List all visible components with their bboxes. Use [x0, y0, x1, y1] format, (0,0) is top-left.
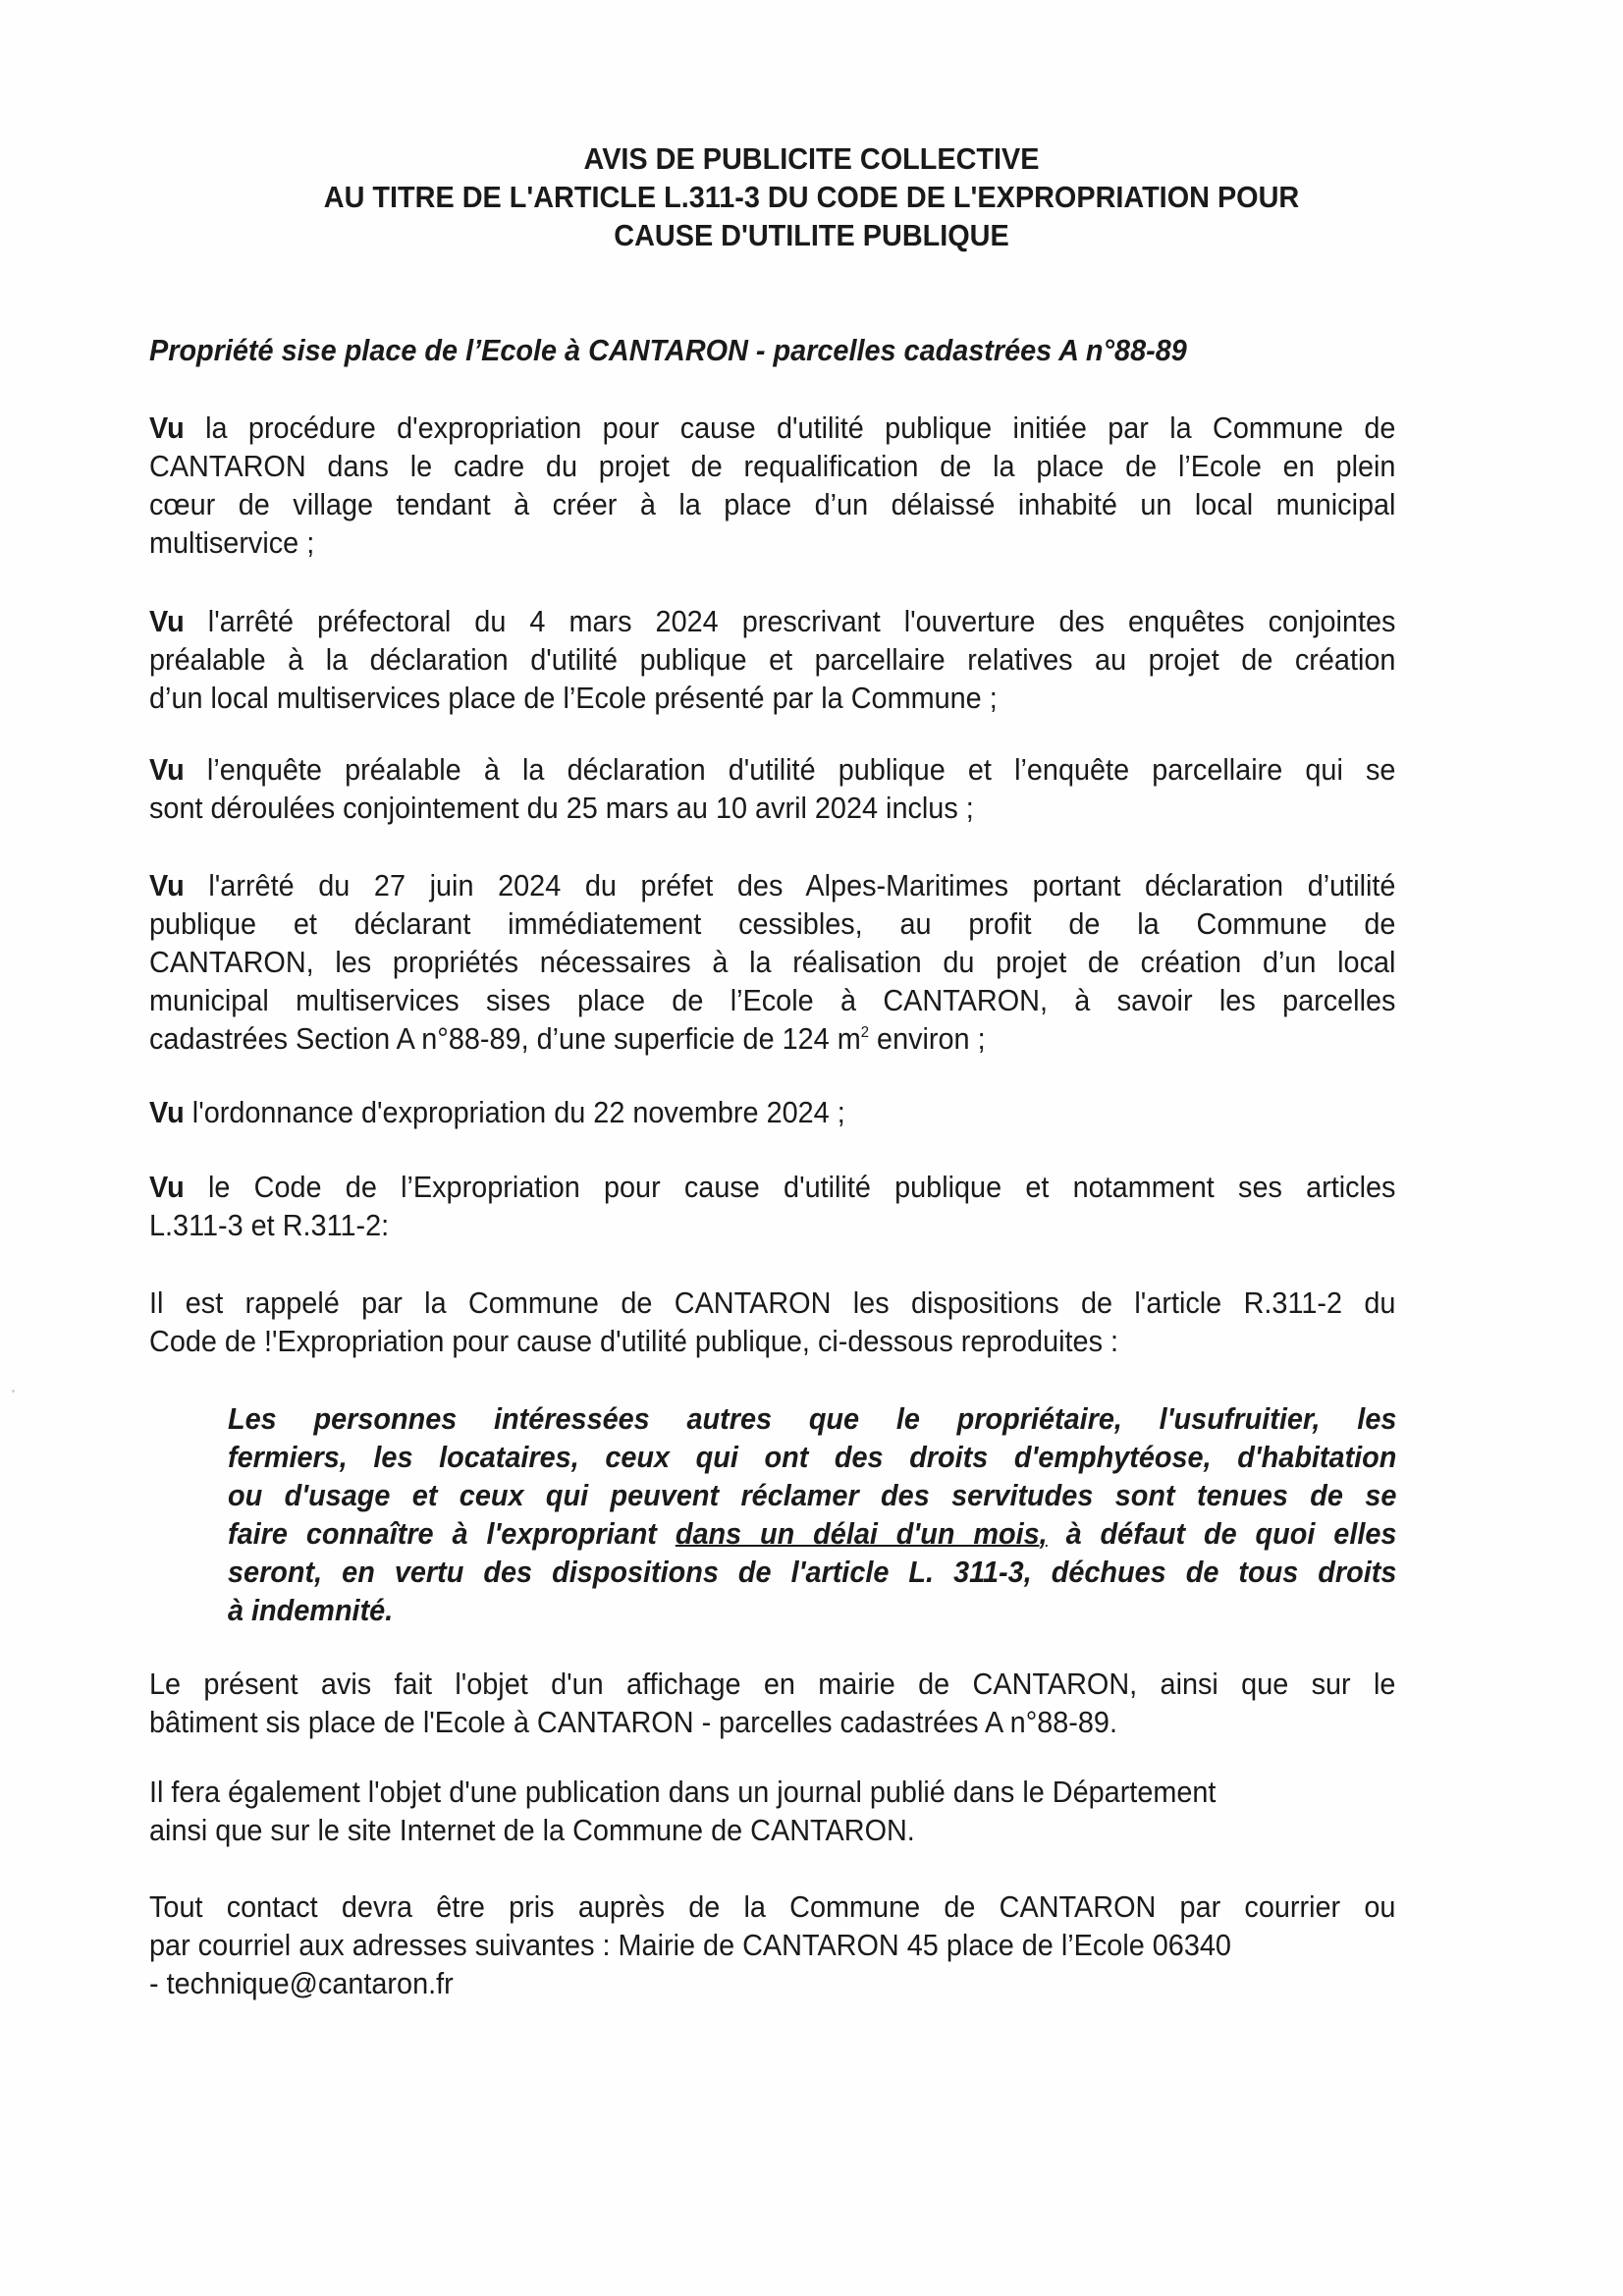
title-line-2: AU TITRE DE L'ARTICLE L.311-3 DU CODE DE L'EXPROPRIATION POUR	[323, 180, 1300, 214]
vu-label: Vu	[149, 752, 185, 787]
vu-label: Vu	[149, 1095, 185, 1129]
vu-label: Vu	[149, 1170, 185, 1204]
underlined-delay: dans un délai d'un mois,	[675, 1516, 1048, 1551]
title-line-3: CAUSE D'UTILITE PUBLIQUE	[614, 218, 1009, 252]
superscript-2: 2	[860, 1024, 870, 1041]
considerant-arrete-dup: Vu l'arrêté du 27 juin 2024 du préfet des Alpes-Maritimes portant déclaration d’utilité publique et déclarant immédiatement cessibles, au profit de la Commune de CANTARON, les propriétés nécessaires à la réalisation du projet de création d’un local municipal multiservices sises place de l’Ecole à CANTARON, à savoir les parcelles cadastrées Section A n°88-89, d’une superficie de 124 $m^2$ environ ;	[149, 868, 1396, 1056]
publication-paragraph: Il fera également l'objet d'une publication dans un journal publié dans le Département ainsi que sur le site Internet de la Commune de CANTARON.	[149, 1775, 1217, 1847]
title-line-1: AVIS DE PUBLICITE COLLECTIVE	[583, 141, 1040, 176]
vu-label: Vu	[149, 868, 185, 902]
vu-label: Vu	[149, 410, 185, 445]
considerant-code: Vu le Code de l’Expropriation pour cause d'utilité publique et notamment ses articles L.311-3 et R.311-2:	[149, 1170, 1396, 1242]
vu-label: Vu	[149, 604, 185, 638]
article-r311-2-quote: Les personnes intéressées autres que le propriétaire, l'usufruitier, les fermiers, les locataires, ceux qui ont des droits d'emphytéose, d'habitation ou d'usage et ceux qui peuvent réclamer des servitudes sont tenues de se faire connaître à l'expropriant dans un délai d'un mois, à défaut de quoi elles seront, en vertu des dispositions de l'article L. 311-3, déchues de tous droits à indemnité.	[228, 1401, 1397, 1627]
rappel-paragraph: Il est rappelé par la Commune de CANTARON les dispositions de l'article R.311-2 du Code de !'Expropriation pour cause d'utilité publique, ci-dessous reproduites :	[149, 1285, 1396, 1358]
document-title	[57, 139, 1566, 254]
considerant-ordonnance: Vu l'ordonnance d'expropriation du 22 novembre 2024 ;	[149, 1095, 845, 1129]
contact-paragraph: Tout contact devra être pris auprès de la Commune de CANTARON par courrier ou par courriel aux adresses suivantes : Mairie de CANTARON 45 place de l’Ecole 06340 - technique@cantaron.fr	[149, 1889, 1396, 2000]
considerant-procedure: Vu la procédure d'expropriation pour cause d'utilité publique initiée par la Commune de CANTARON dans le cadre du projet de requalification de la place de l’Ecole en plein cœur de village tendant à créer à la place d’un délaissé inhabité un local municipal multiservice ;	[149, 410, 1396, 560]
contact-email: - technique@cantaron.fr	[149, 1966, 454, 2000]
considerant-arrete-prefectoral: Vu l'arrêté préfectoral du 4 mars 2024 prescrivant l'ouverture des enquêtes conjointes préalable à la déclaration d'utilité publique et parcellaire relatives au projet de création d’un local multiservices place de l’Ecole présenté par la Commune ;	[149, 604, 1396, 715]
considerant-enquete: Vu l’enquête préalable à la déclaration d'utilité publique et l’enquête parcellaire qui se sont déroulées conjointement du 25 mars au 10 avril 2024 inclus ;	[149, 752, 1396, 825]
scan-artifact	[12, 1390, 15, 1393]
property-subject: Propriété sise place de l’Ecole à CANTARON - parcelles cadastrées A n°88-89	[149, 333, 1187, 367]
affichage-paragraph: Le présent avis fait l'objet d'un affichage en mairie de CANTARON, ainsi que sur le bâtiment sis place de l'Ecole à CANTARON - parcelles cadastrées A n°88-89.	[149, 1667, 1396, 1739]
